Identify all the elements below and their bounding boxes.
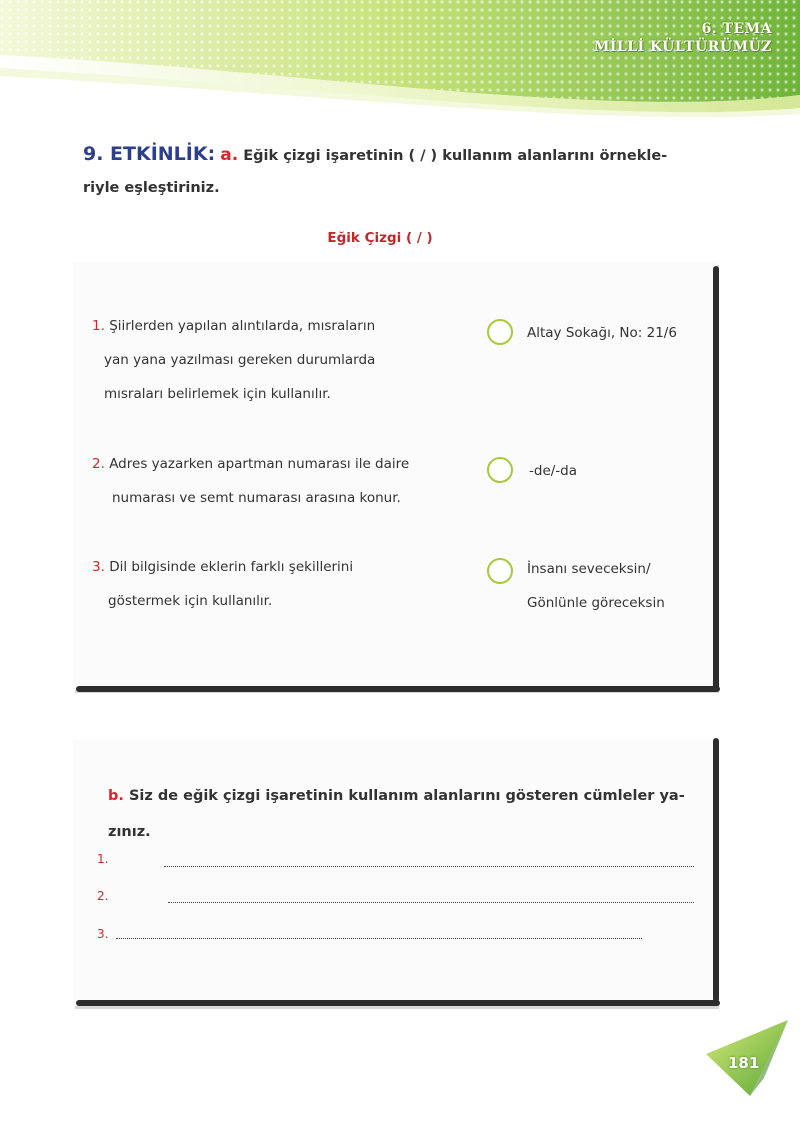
subtitle: Eğik Çizgi ( / )	[327, 230, 433, 246]
answer-line-label-2: 2.	[97, 889, 109, 903]
header-banner	[0, 0, 800, 125]
usage-line: yan yana yazılması gereken durumlarda	[104, 352, 376, 368]
usage-number: 1.	[92, 318, 105, 334]
theme-number: 6. TEMA	[701, 21, 772, 37]
usage-line: göstermek için kullanılır.	[108, 593, 273, 609]
theme-name: MİLLİ KÜLTÜRÜMÜZ	[593, 39, 772, 55]
usage-line: numarası ve semt numarası arasına konur.	[112, 490, 401, 506]
example-line: İnsanı seveceksin/	[527, 561, 651, 577]
example-line: Altay Sokağı, No: 21/6	[527, 325, 677, 341]
answer-line-3[interactable]	[116, 938, 642, 939]
answer-circle-2[interactable]	[487, 457, 513, 483]
part-a-text-line2: riyle eşleştiriniz.	[83, 180, 220, 196]
usage-1	[92, 309, 375, 411]
example-2	[529, 454, 577, 488]
usage-line: Dil bilgisinde eklerin farklı şekillerini	[109, 559, 354, 575]
answer-circle-3[interactable]	[487, 558, 513, 584]
activity-number: 9. ETKİNLİK:	[83, 143, 216, 165]
part-b-text-line1: Siz de eğik çizgi işaretinin kullanım alanlarını gösteren cümleler ya-	[128, 788, 685, 804]
answer-line-label-3: 3.	[97, 927, 109, 941]
usage-line: Adres yazarken apartman numarası ile daire	[109, 456, 410, 472]
part-b-instruction	[108, 778, 708, 850]
part-b-text-line2: zınız.	[108, 824, 151, 840]
card-edge-right	[713, 266, 719, 692]
card-edge-right	[713, 738, 719, 1002]
usage-number: 3.	[92, 559, 105, 575]
part-a-text-line1: Eğik çizgi işaretinin ( / ) kullanım alanlarını örnekle-	[243, 148, 668, 164]
example-3	[527, 552, 665, 620]
example-1	[527, 316, 677, 350]
page-number: 181	[728, 1054, 760, 1072]
example-line: -de/-da	[529, 463, 578, 479]
activity-title	[83, 138, 723, 204]
usage-2	[92, 447, 409, 515]
usage-line: mısraları belirlemek için kullanılır.	[104, 386, 331, 402]
example-line: Gönlünle göreceksin	[527, 595, 665, 611]
card-edge-bottom	[76, 686, 720, 692]
answer-line-1[interactable]	[164, 866, 694, 867]
card-edge-bottom	[76, 1000, 720, 1006]
usage-number: 2.	[92, 456, 105, 472]
answer-line-2[interactable]	[168, 902, 694, 903]
answer-circle-1[interactable]	[487, 319, 513, 345]
theme-label	[594, 20, 772, 56]
answer-line-label-1: 1.	[97, 852, 109, 866]
usage-line: Şiirlerden yapılan alıntılarda, mısraların	[109, 318, 376, 334]
part-a-letter: a.	[220, 145, 239, 165]
usage-3	[92, 550, 353, 618]
part-b-letter: b.	[108, 788, 124, 804]
